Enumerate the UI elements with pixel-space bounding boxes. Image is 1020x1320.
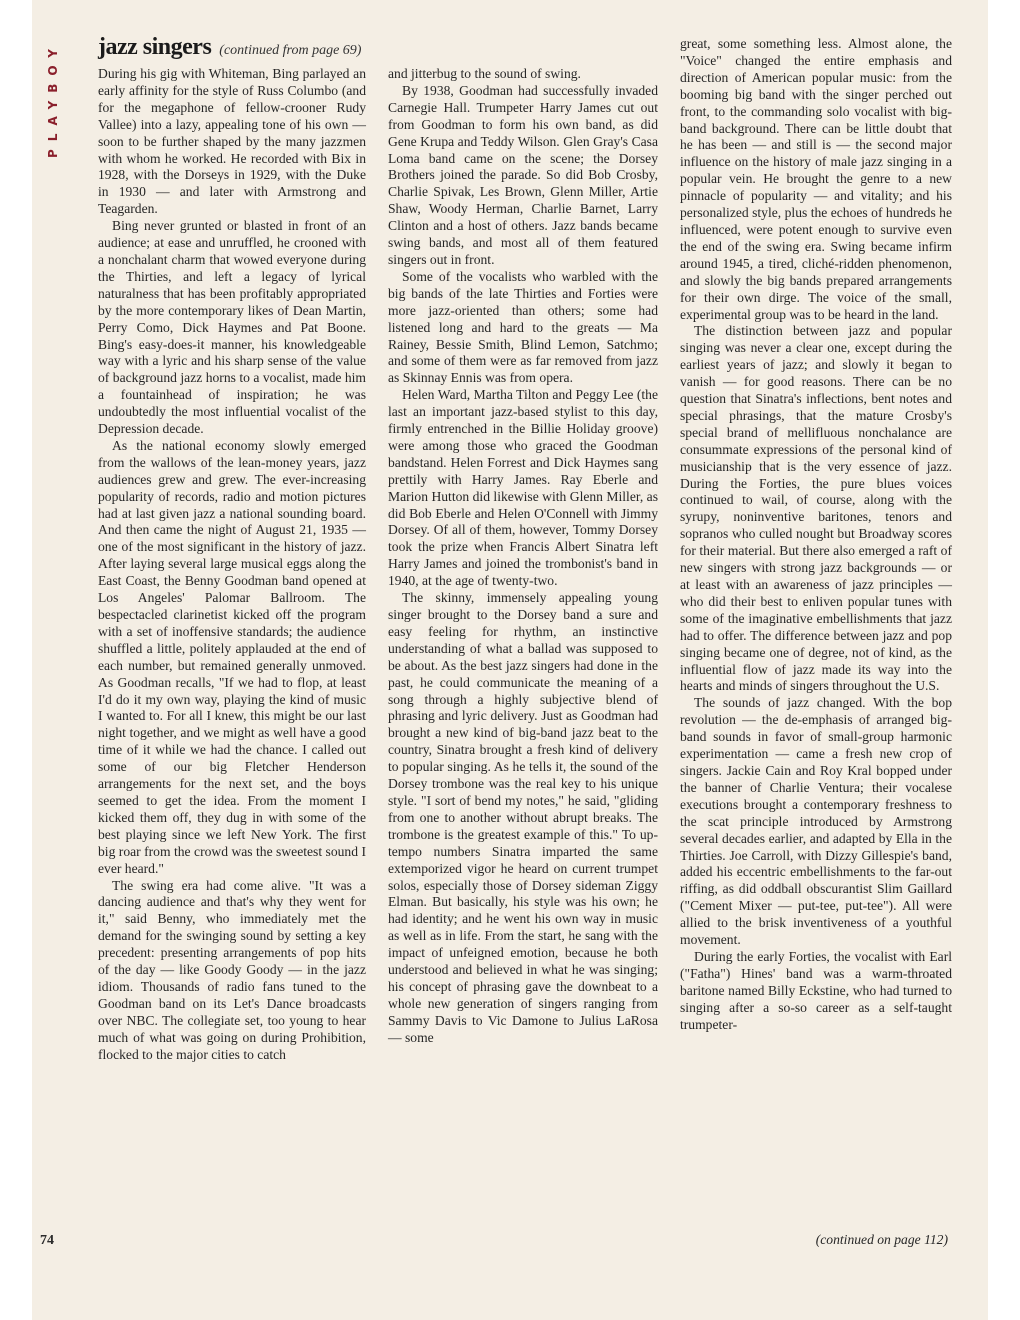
paragraph: The swing era had come alive. "It was a dancing audience and that's why they went for it," said Benny, who immediately met the demand for the swinging sound by setting a key precedent: presenting arrangements of pop hits of the day — like Goody Goody — in the jazz idiom. Thousands of radio fans tuned to the Goodman band on its Let's Dance broadcasts over NBC. The collegiate set, too young to hear much of what was going on during Prohibition, flocked to the major cities to catch (98, 877, 366, 1062)
paragraph: Helen Ward, Martha Tilton and Peggy Lee (the last an important jazz-based stylist to this day, firmly entrenched in the Billie Holiday groove) were among those who graced the Goodman bandstand. Helen Forrest and Dick Haymes sang prettily with Harry James. Ray Eberle and Marion Hutton did likewise with Glenn Miller, as did Bob Eberle and Helen O'Connell with Jimmy Dorsey. Of all of them, however, Tommy Dorsey took the prize when Francis Albert Sinatra left Harry James and joined the trombonist's band in 1940, at the age of twenty-two. (388, 387, 658, 589)
page-number: 74 (40, 1233, 54, 1248)
paragraph: As the national economy slowly emerged from the wallows of the lean-money years, jazz audiences grew and grew. The ever-increasing popularity of records, radio and motion pictures had at last given jazz a national sounding board. And then came the night of August 21, 1935 — one of the most significant in the history of jazz. After laying several large musical eggs along the East Coast, the Benny Goodman band opened at Los Angeles' Palomar Ballroom. The bespectacled clarinetist kicked off the program with a set of inoffensive standards; the audience shuffled a little, politely applauded at the end of each number, but remained generally unmoved. As Goodman recalls, "If we had to flop, at least I'd do it my own way, playing the kind of music I wanted to. For all I knew, this might be our last night together, and we might as well have a good time of it while we had the chance. I called out some of our big Fletcher Henderson arrangements for the next set, and the boys seemed to get the idea. From the moment I kicked them off, they dug in with some of the best playing since we left New York. The first big roar from the crowd was the sweetest sound I ever heard." (98, 437, 366, 876)
continued-on-note: (continued on page 112) (815, 1232, 948, 1247)
headline-title: jazz singers (98, 34, 212, 60)
paragraph: By 1938, Goodman had successfully invaded Carnegie Hall. Trumpeter Harry James cut out from Goodman to form his own band, as did Gene Krupa and Teddy Wilson. Glen Gray's Casa Loma band came on the scene; the Dorsey Brothers joined the parade. So did Bob Crosby, Charlie Spivak, Les Brown, Glenn Miller, Artie Shaw, Woody Herman, Charlie Barnet, Larry Clinton and a host of others. Jazz bands became swing bands, and most all of them featured singers out in front. (388, 82, 658, 267)
article-headline (98, 34, 478, 64)
text-column-2 (388, 66, 658, 1047)
paragraph: Bing never grunted or blasted in front of an audience; at ease and unruffled, he crooned with a nonchalant charm that wowed everyone during the Thirties, and left a legacy of lyrical naturalness that has been profitably appropriated by the more contemporary likes of Dean Martin, Perry Como, Dick Haymes and Pat Boone. Bing's easy-does-it manner, his knowledgeable way with a lyric and his sharp sense of the value of background jazz horns to a vocalist, made him a fountainhead of inspiration; he was undoubtedly the most influential vocalist of the Depression decade. (98, 218, 366, 437)
paragraph: The sounds of jazz changed. With the bop revolution — the de-emphasis of arranged big-band sounds in favor of small-group harmonic experimentation — came a fresh new crop of singers. Jackie Cain and Roy Kral bopped under the banner of Charlie Ventura; their vocalese executions brought a contemporary freshness to the scat principle introduced by Armstrong several decades earlier, and adapted by Ella in the Thirties. Joe Carroll, with Dizzy Gillespie's band, added his eccentric embellishments to the far-out riffing, as did oddball obscurantist Slim Gaillard ("Cement Mixer — put-tee, put-tee"). All were allied to the brisk inventiveness of a youthful movement. (680, 695, 952, 948)
paragraph: The distinction between jazz and popular singing was never a clear one, except during the earliest years of jazz; and slowly it began to vanish — for good reasons. There can be no question that Sinatra's inflections, bent notes and special phrasings, that the mature Crosby's special brand of mellifluous nonchalance are consummate expressions of the personal kind of musicianship that is the very essence of jazz. During the Forties, the pure blues voices continued to wail, of course, along with the syrupy, noninventive baritones, tenors and sopranos who culled nought but Broadway scores for their material. But there also emerged a raft of new singers with strong jazz backgrounds — or at least with an awareness of jazz principles — who did their best to enliven popular tunes with some of the imaginative embellishments that jazz had to offer. The difference between jazz and pop singing became one of degree, not of kind, as the influential flow of jazz made its way into the hearts and minds of singers throughout the U.S. (680, 323, 952, 694)
headline-continued-from: (continued from page 69) (219, 43, 362, 58)
paragraph: great, some something less. Almost alone, the "Voice" changed the entire emphasis and direction of American popular music: from the booming big band with the singer perched out front, to the commanding solo vocalist with big-band background. There can be little doubt that he has been — and still is — the second major influence on the history of male jazz singing in a popular vein. He brought the genre to a new pinnacle of popularity — and vitality; and his personalized style, plus the echoes of hundreds he influenced, were potent enough to survive even the end of the swing era. Swing became infirm around 1945, a tired, cliché-ridden phenomenon, and slowly the big bands prepared arrangements for their own dirge. The voice of the small, experimental group was to be heard in the land. (680, 36, 952, 322)
paragraph: The skinny, immensely appealing young singer brought to the Dorsey band a sure and easy feeling for rhythm, an instinctive understanding of what a ballad was supposed to be about. As the best jazz singers had done in the past, he could communicate the meaning of a song through a highly subjective blend of phrasing and lyric delivery. Just as Goodman had brought a new kind of big-band jazz beat to the country, Sinatra brought a fresh kind of delivery to popular singing. As he tells it, the sound of the Dorsey trombone was the real key to his unique style. "I sort of bend my notes," he said, "gliding from one to another without abrupt breaks. The trombone is the greatest example of this." To up-tempo numbers Sinatra imparted the same extemporized vigor he heard on current trumpet solos, especially those of Dorsey sideman Ziggy Elman. But basically, his style was his own; he had identity; and he went his own way in music as well as in life. From the start, he sang with the impact of unfeigned emotion, because he both understood and believed in what he was singing; his concept of phrasing gave the downbeat to a whole new generation of singers ranging from Sammy Davis to Vic Damone to Julius LaRosa — some (388, 590, 658, 1045)
text-column-3 (680, 36, 952, 1033)
paragraph: During the early Forties, the vocalist with Earl ("Fatha") Hines' band was a warm-throated baritone named Billy Eckstine, who had turned to singing after a so-so career as a self-taught trumpeter- (680, 948, 952, 1032)
masthead: PLAYBOY (46, 41, 60, 159)
paragraph: and jitterbug to the sound of swing. (388, 66, 581, 81)
paragraph: Some of the vocalists who warbled with the big bands of the late Thirties and Forties were more jazz-oriented than others; some had listened long and hard to the greats — Ma Rainey, Bessie Smith, Blind Lemon, Satchmo; and some of them were as far removed from jazz as Skinnay Ennis was from opera. (388, 268, 658, 386)
paragraph: During his gig with Whiteman, Bing parlayed an early affinity for the style of Russ Columbo (and for the megaphone of fellow-crooner Rudy Vallee) into a lazy, appealing tone of his own — soon to be further shaped by the many jazzmen with whom he worked. He recorded with Bix in 1928, with the Dorseys in 1929, with the Duke in 1930 — and later with Armstrong and Teagarden. (98, 66, 366, 217)
text-column-1 (98, 66, 366, 1063)
magazine-page (32, 0, 988, 1320)
